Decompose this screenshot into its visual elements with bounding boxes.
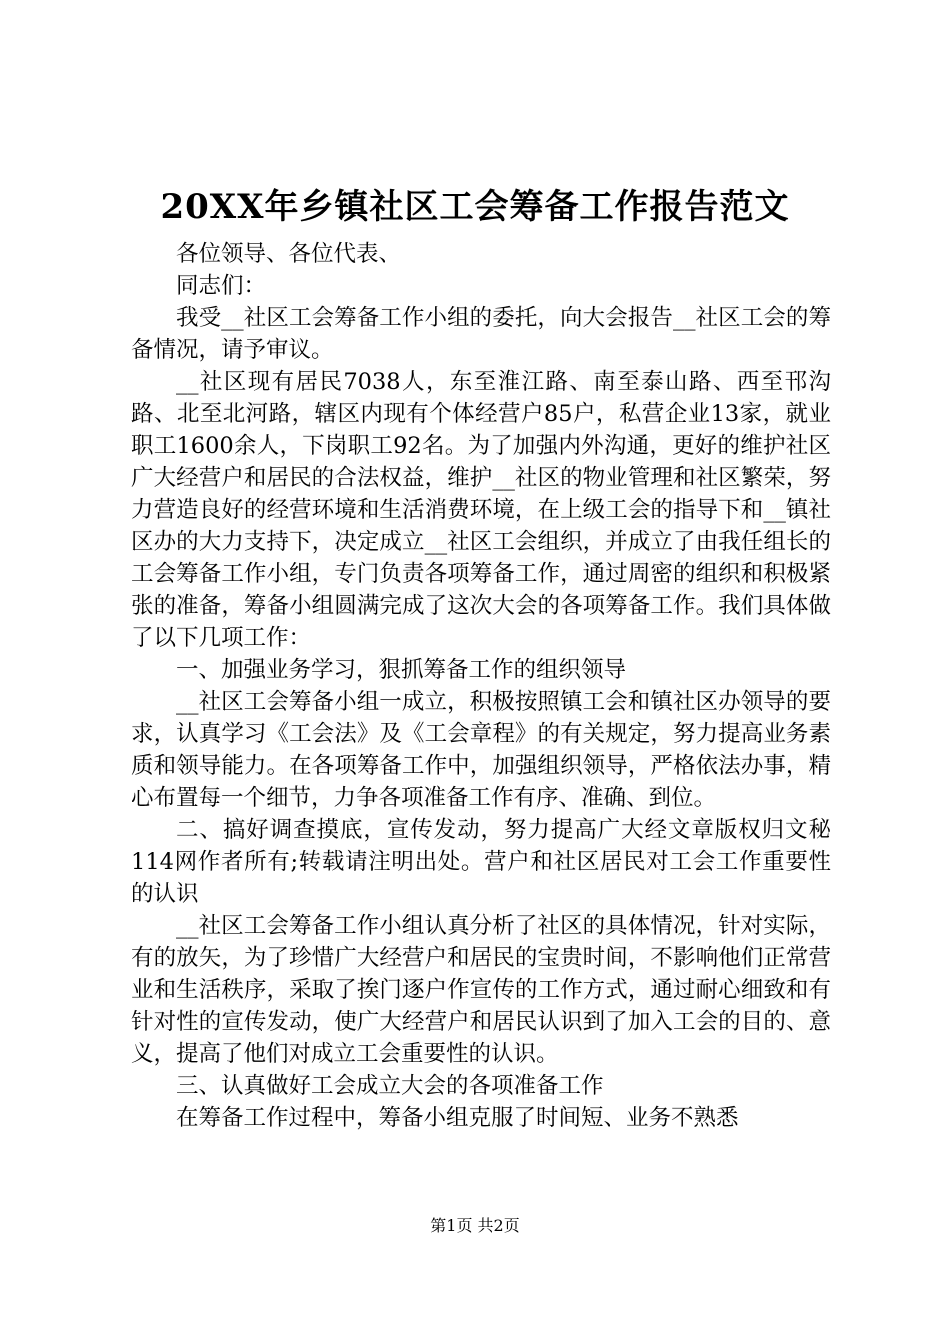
salutation-line-1: 各位领导、各位代表、 (176, 241, 402, 267)
section-heading-1: 一、加强业务学习，狠抓筹备工作的组织领导 (176, 657, 627, 683)
document-body (131, 238, 831, 1134)
section-heading-2: 二、搞好调查摸底，宣传发动，努力提高广大经文章版权归文秘114网作者所有;转载请注明出处。营户和社区居民对工会工作重要性的认识 (131, 817, 831, 907)
paragraph-section-2: __社区工会筹备工作小组认真分析了社区的具体情况，针对实际，有的放矢，为了珍惜广大经营户和居民的宝贵时间，不影响他们正常营业和生活秩序，采取了挨门逐户作宣传的工作方式，通过耐心细致和有针对性的宣传发动，使广大经营户和居民认识到了加入工会的目的、意义，提高了他们对成立工会重要性的认识。 (131, 913, 831, 1067)
document-title: 20XX年乡镇社区工会筹备工作报告范文 (160, 187, 790, 227)
paragraph-intro: 我受__社区工会筹备工作小组的委托，向大会报告__社区工会的筹备情况，请予审议。 (131, 305, 831, 363)
section-heading-3: 三、认真做好工会成立大会的各项准备工作 (176, 1073, 604, 1099)
paragraph-background: __社区现有居民7038人，东至淮江路、南至泰山路、西至邗沟路、北至北河路，辖区内现有个体经营户85户，私营企业13家，就业职工1600余人，下岗职工92名。为了加强内外沟通，更好的维护社区广大经营户和居民的合法权益，维护__社区的物业管理和社区繁荣，努力营造良好的经营环境和生活消费环境，在上级工会的指导下和__镇社区办的大力支持下，决定成立__社区工会组织，并成立了由我任组长的工会筹备工作小组，专门负责各项筹备工作，通过周密的组织和积极紧张的准备，筹备小组圆满完成了这次大会的各项筹备工作。我们具体做了以下几项工作： (131, 369, 831, 651)
salutation-line-2: 同志们： (176, 273, 267, 299)
paragraph-section-3: 在筹备工作过程中，筹备小组克服了时间短、业务不熟悉 (176, 1105, 739, 1131)
paragraph-section-1: __社区工会筹备小组一成立，积极按照镇工会和镇社区办领导的要求，认真学习《工会法》及《工会章程》的有关规定，努力提高业务素质和领导能力。在各项筹备工作中，加强组织领导，严格依法办事，精心布置每一个细节，力争各项准备工作有序、准确、到位。 (131, 689, 831, 811)
page-footer: 第1页 共2页 (430, 1216, 520, 1235)
